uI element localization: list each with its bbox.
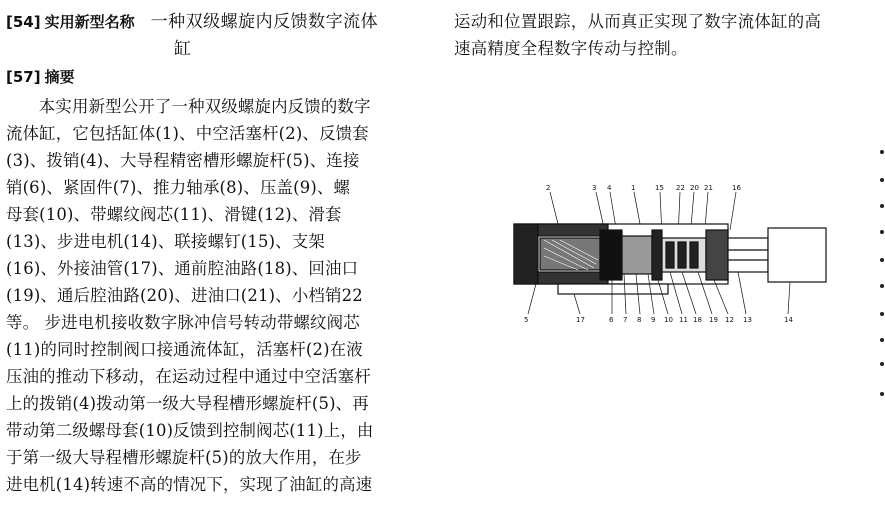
edge-mark bbox=[880, 362, 884, 366]
edge-mark bbox=[880, 312, 884, 316]
part-label: 3 bbox=[592, 184, 597, 192]
part-label: 22 bbox=[676, 184, 685, 192]
abstract-line: (13)、步进电机(14)、联接螺钉(15)、支架 bbox=[6, 232, 326, 251]
abstract-line: (16)、外接油管(17)、通前腔油路(18)、回油口 bbox=[6, 259, 359, 278]
title-header bbox=[6, 8, 438, 63]
top-part-labels bbox=[546, 184, 741, 192]
edge-mark bbox=[880, 178, 884, 182]
edge-mark bbox=[880, 230, 884, 234]
continuation-line: 运动和位置跟踪，从而真正实现了数字流体缸的高 bbox=[454, 12, 822, 31]
part-label: 9 bbox=[651, 316, 656, 324]
edge-mark bbox=[880, 338, 884, 342]
part-label: 6 bbox=[609, 316, 614, 324]
part-label: 21 bbox=[704, 184, 713, 192]
part-label: 19 bbox=[709, 316, 718, 324]
part-label: 5 bbox=[524, 316, 529, 324]
abstract-line: 上的拨销(4)拨动第一级大导程槽形螺旋杆(5)、再 bbox=[6, 394, 369, 413]
right-column bbox=[454, 8, 880, 62]
cylinder-body bbox=[514, 224, 826, 294]
left-column bbox=[6, 8, 438, 498]
part-label: 13 bbox=[743, 316, 752, 324]
edge-mark bbox=[880, 392, 884, 396]
part-label: 17 bbox=[576, 316, 585, 324]
field-label-abstract: 摘要 bbox=[44, 68, 75, 86]
part-label: 15 bbox=[655, 184, 664, 192]
part-label: 10 bbox=[664, 316, 673, 324]
edge-mark bbox=[880, 284, 884, 288]
abstract-line: 进电机(14)转速不高的情况下，实现了油缸的高速 bbox=[6, 475, 373, 494]
abstract-line: (19)、通后腔油路(20)、进油口(21)、小档销22 bbox=[6, 286, 363, 305]
edge-mark bbox=[880, 258, 884, 262]
abstract-line: 流体缸，它包括缸体(1)、中空活塞杆(2)、反馈套 bbox=[6, 124, 369, 143]
part-label: 14 bbox=[784, 316, 793, 324]
page-edge-marks bbox=[880, 140, 885, 420]
abstract-line: 销(6)、紧固件(7)、推力轴承(8)、压盖(9)、螺 bbox=[6, 178, 351, 197]
part-label: 16 bbox=[732, 184, 741, 192]
abstract-continuation bbox=[454, 8, 880, 62]
part-label: 8 bbox=[637, 316, 642, 324]
abstract-line: 于第一级大导程槽形螺旋杆(5)的放大作用，在步 bbox=[6, 448, 362, 467]
abstract-line: 母套(10)、带螺纹阀芯(11)、滑键(12)、滑套 bbox=[6, 205, 342, 224]
edge-mark bbox=[880, 150, 884, 154]
part-label: 12 bbox=[725, 316, 734, 324]
abstract-line: 等。 步进电机接收数字脉冲信号转动带螺纹阀芯 bbox=[6, 313, 360, 332]
cylinder-diagram bbox=[500, 180, 830, 330]
part-label: 18 bbox=[693, 316, 702, 324]
abstract-line: 压油的推动下移动，在运动过程中通过中空活塞杆 bbox=[6, 367, 371, 386]
field-code-54: [54] bbox=[6, 13, 41, 31]
continuation-line: 速高精度全程数字传动与控制。 bbox=[454, 39, 688, 58]
abstract-header bbox=[6, 65, 438, 89]
part-label: 11 bbox=[679, 316, 688, 324]
abstract-line: (11)的同时控制阀口接通流体缸，活塞杆(2)在液 bbox=[6, 340, 363, 359]
part-label: 7 bbox=[623, 316, 628, 324]
bottom-part-labels bbox=[524, 316, 793, 324]
part-label: 1 bbox=[631, 184, 636, 192]
field-code-57: [57] bbox=[6, 68, 41, 86]
part-label: 4 bbox=[607, 184, 612, 192]
abstract-text bbox=[6, 93, 438, 498]
part-label: 20 bbox=[690, 184, 699, 192]
abstract-line: 本实用新型公开了一种双级螺旋内反馈的数字 bbox=[38, 97, 371, 116]
abstract-line: 带动第二级螺母套(10)反馈到控制阀芯(11)上，由 bbox=[6, 421, 374, 440]
patent-title-line1: 一种双级螺旋内反馈数字流体 bbox=[150, 12, 379, 32]
patent-title-line2: 缸 bbox=[174, 39, 191, 59]
abstract-line: (3)、拨销(4)、大导程精密槽形螺旋杆(5)、连接 bbox=[6, 151, 360, 170]
part-label: 2 bbox=[546, 184, 551, 192]
field-label-title: 实用新型名称 bbox=[44, 13, 135, 31]
edge-mark bbox=[880, 204, 884, 208]
